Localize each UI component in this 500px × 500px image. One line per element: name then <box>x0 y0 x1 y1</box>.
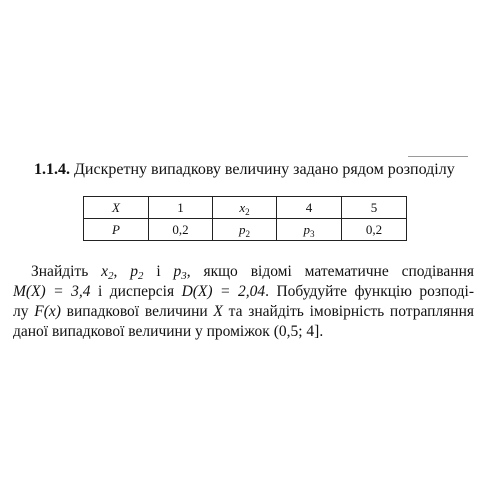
scan-mark-top <box>408 156 468 157</box>
var-p2: $p_2$ <box>130 263 144 282</box>
problem-text <box>13 262 474 342</box>
text-line-1: Знайдіть $x_2$, $p_2$ і $p_3$, якщо відомі математичне сподівання <box>31 263 474 282</box>
text-line-4: даної випадкової величини у проміжок (0,5; 4]. <box>13 323 324 340</box>
distribution-function: F(x) <box>34 303 61 320</box>
problem-statement: Дискретну випадкову величину задано рядом розподілу <box>74 161 455 178</box>
row-label: P <box>84 219 149 241</box>
problem-heading <box>34 160 474 180</box>
var-x2: $x_2$ <box>101 263 114 282</box>
text-line-3: лу F(x) випадкової величини X та знайдіть імовірність потрапляння <box>13 303 475 320</box>
row-label: X <box>84 197 149 219</box>
random-variable: X <box>213 303 223 320</box>
table-cell: $p_2$ <box>213 219 277 241</box>
distribution-table <box>83 196 407 241</box>
text-line-2: M(X) = 3,4 і дисперсія D(X) = 2,04. Побудуйте функцію розподі- <box>13 283 474 300</box>
problem-number: 1.1.4. <box>34 161 70 178</box>
table-cell: 5 <box>342 197 407 219</box>
table-cell: 0,2 <box>149 219 213 241</box>
table-cell: 0,2 <box>342 219 407 241</box>
table-row <box>84 197 407 219</box>
table-cell: 1 <box>149 197 213 219</box>
variance-expression: D(X) = 2,04 <box>181 283 266 300</box>
table-cell: $x_2$ <box>213 197 277 219</box>
table-row <box>84 219 407 241</box>
expectation-expression: M(X) = 3,4 <box>13 283 91 300</box>
var-p3: $p_3$ <box>173 263 187 282</box>
table-cell: $p_3$ <box>277 219 342 241</box>
table-cell: 4 <box>277 197 342 219</box>
